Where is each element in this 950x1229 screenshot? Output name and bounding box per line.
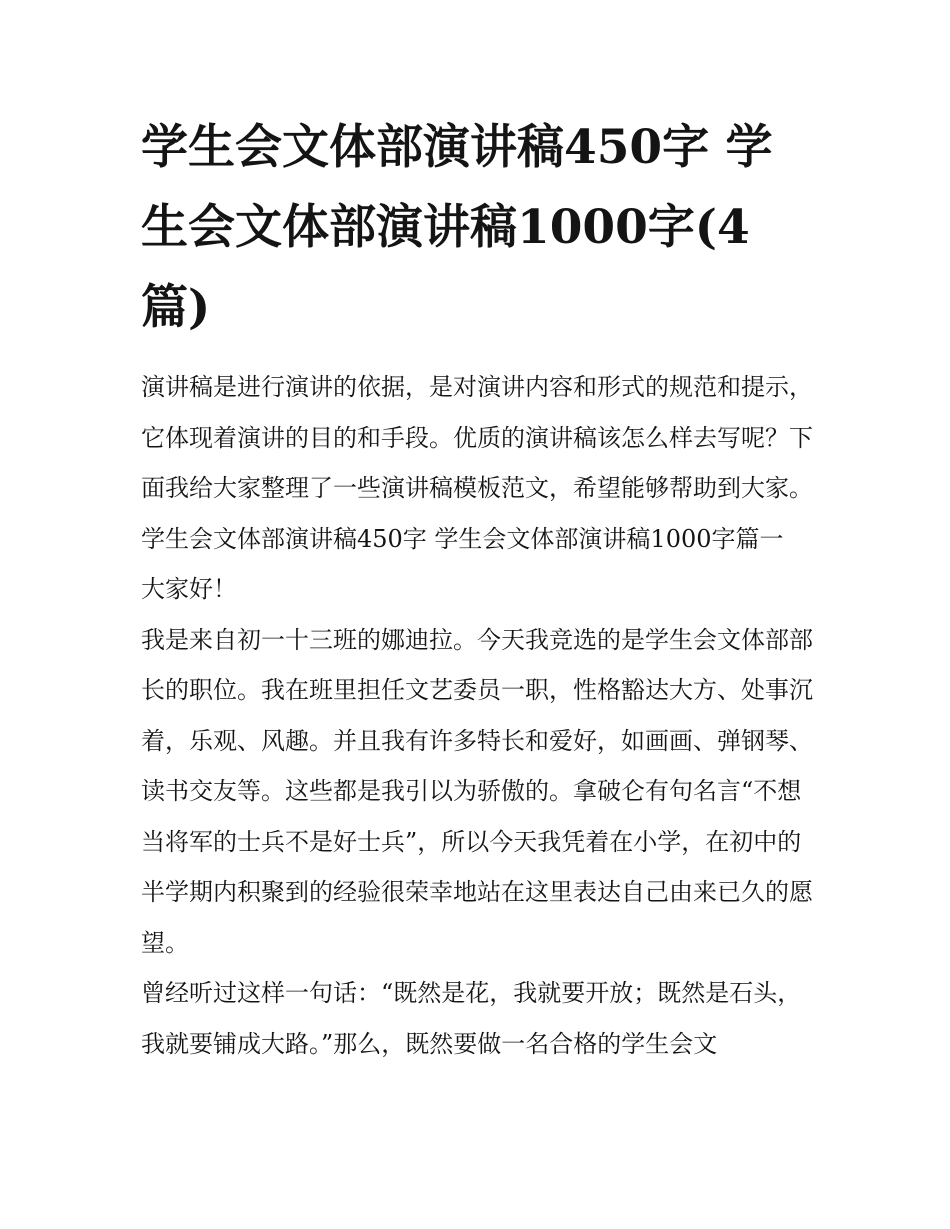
greeting-paragraph: 大家好！ <box>141 575 237 603</box>
self-introduction-paragraph: 我是来自初一十三班的娜迪拉。今天我竞选的是学生会文体部部长的职位。我在班里担任文艺委员一职，性格豁达大方、处事沉着，乐观、风趣。并且我有许多特长和爱好，如画画、弹钢琴、读书交友等。这些都是我引以为骄傲的。拿破仑有句名言“不想当将军的士兵不是好士兵”，所以今天我凭着在小学，在初中的半学期内积聚到的经验很荣幸地站在这里表达自己由来已久的愿望。 <box>141 625 813 957</box>
document-title: 学生会文体部演讲稿450字 学生会文体部演讲稿1000字(4篇) <box>141 120 773 335</box>
document-body <box>141 362 816 1069</box>
intro-paragraph: 演讲稿是进行演讲的依据，是对演讲内容和形式的规范和提示，它体现着演讲的目的和手段。优质的演讲稿该怎么样去写呢？下面我给大家整理了一些演讲稿模板范文，希望能够帮助到大家。 <box>141 373 813 502</box>
quote-paragraph: 曾经听过这样一句话：“既然是花，我就要开放；既然是石头，我就要铺成大路。”那么，既然要做一名合格的学生会文 <box>141 979 802 1058</box>
document-page <box>141 108 816 1069</box>
section-heading: 学生会文体部演讲稿450字 学生会文体部演讲稿1000字篇一 <box>141 524 784 553</box>
